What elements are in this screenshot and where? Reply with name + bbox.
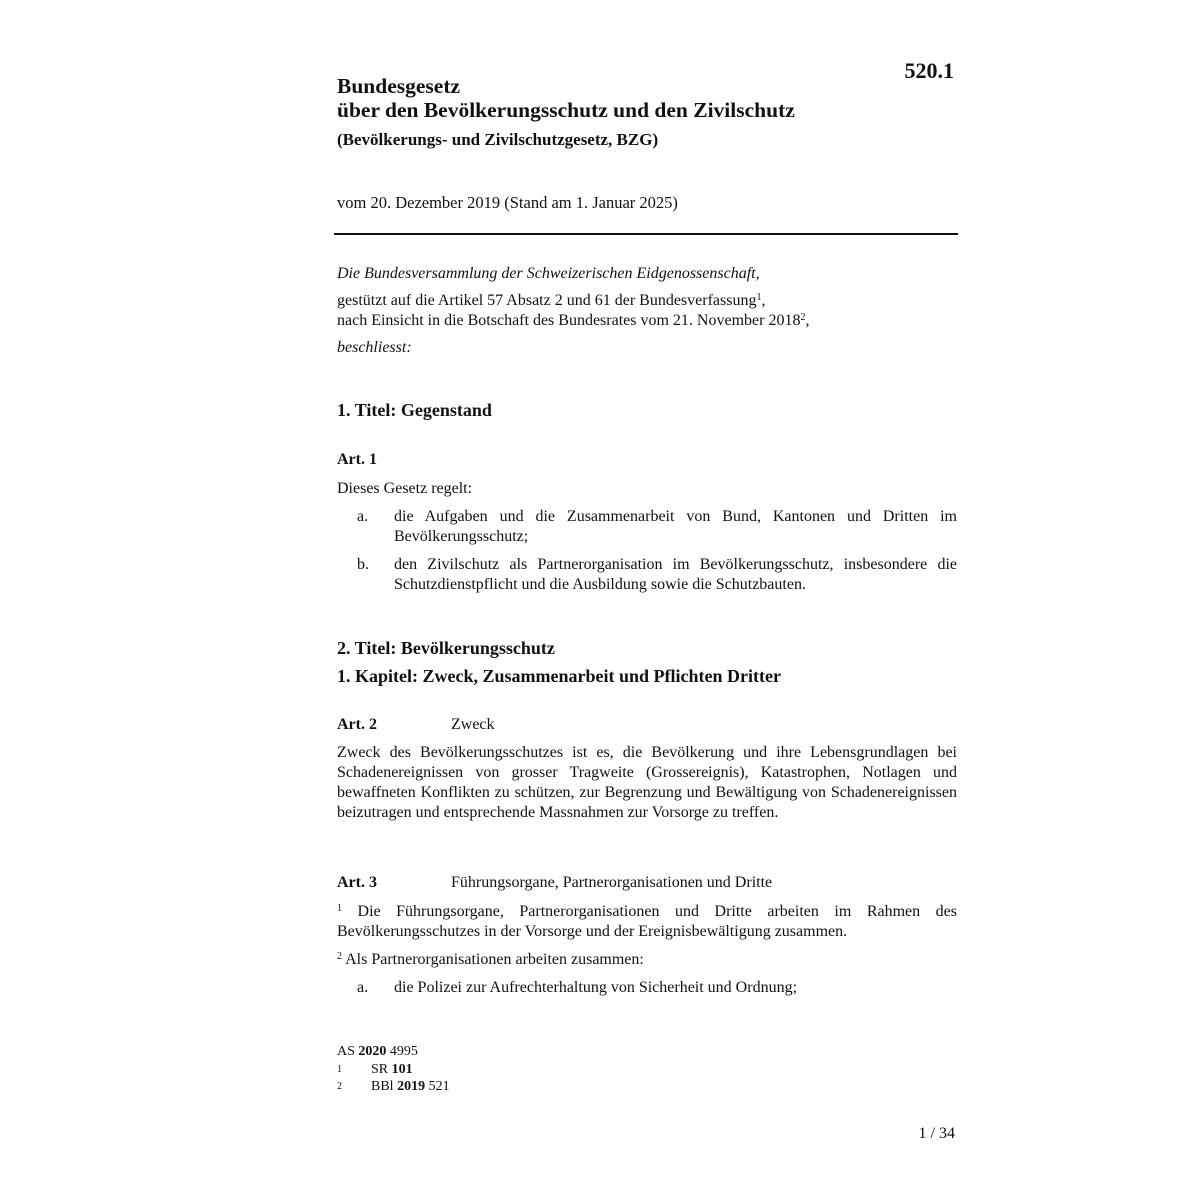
title-2-heading: 2. Titel: Bevölkerungsschutz [337, 638, 555, 658]
footnote-number: 2 [337, 1081, 342, 1092]
footnote-ref-1[interactable]: 1 [756, 292, 762, 303]
art-2-text: Zweck des Bevölkerungsschutzes ist es, die Bevölkerung und ihre Lebensgrundlagen bei Schadenereignissen von grosser Tragweite (Grossereignis), Katastrophen, Notlagen und bewaffneten Konflikten zu schützen, zur Begrenzung und Bewältigung von Schadenereignissen beizutragen und entsprechende Massnahmen zur Vorsorge zu treffen. [337, 744, 957, 821]
art-1-label: Art. 1 [337, 451, 377, 468]
footnote-1: 1 SR 101 [337, 1062, 413, 1077]
preamble-line-1: Die Bundesversammlung der Schweizerischen Eidgenossenschaft, [337, 265, 760, 282]
art-3-title: Führungsorgane, Partnerorganisationen und Dritte [451, 874, 773, 891]
law-number: 520.1 [904, 58, 954, 83]
art-3-label: Art. 3 [337, 874, 377, 891]
art-3-paragraph-1: $^1$ Die Führungsorgane, Partnerorganisationen und Dritte arbeiten im Rahmen des Bevölkerungsschutzes in der Vorsorge und der Ereignisbewältigung zusammen. [337, 903, 958, 940]
preamble-line-2: gestützt auf die Artikel 57 Absatz 2 und 61 der Bundesverfassung$^1$, [337, 292, 766, 309]
page-number: 1 / 34 [918, 1125, 955, 1142]
footnote-ref-2[interactable]: 2 [800, 312, 806, 323]
list-item [337, 978, 957, 998]
art-2-label: Art. 2 [337, 716, 377, 733]
preamble-line-4: beschliesst: [337, 339, 412, 356]
preamble-line-3: nach Einsicht in die Botschaft des Bundesrates vom 21. November 2018$^2$, [337, 312, 810, 329]
title-1-heading: 1. Titel: Gegenstand [337, 400, 492, 420]
list-item-text: die Polizei zur Aufrechterhaltung von Sicherheit und Ordnung; [394, 979, 798, 996]
list-item-text: den Zivilschutz als Partnerorganisation im Bevölkerungsschutz, insbesondere die Schutzdienstpflicht und die Ausbildung sowie die Schutzbauten. [394, 556, 957, 593]
list-item-text: die Aufgaben und die Zusammenarbeit von Bund, Kantonen und Dritten im Bevölkerungsschutz; [394, 508, 957, 545]
footnote-2: 2 BBl 2019 521 [337, 1079, 450, 1094]
list-item [337, 555, 957, 595]
list-item-label: a. [357, 979, 369, 996]
date-line: vom 20. Dezember 2019 (Stand am 1. Januar 2025) [337, 193, 678, 212]
art-3-paragraph-2: $^2$ Als Partnerorganisationen arbeiten zusammen: [337, 951, 644, 968]
footnote-as: AS 2020 4995 [337, 1044, 418, 1059]
list-item-label: a. [357, 508, 369, 525]
paragraph-number: 2 [337, 951, 342, 962]
paragraph-number: 1 [337, 903, 342, 914]
title-line-2: über den Bevölkerungsschutz und den Zivilschutz [337, 98, 795, 122]
title-line-1: Bundesgesetz [337, 74, 461, 98]
list-item-label: b. [357, 556, 369, 573]
short-title: (Bevölkerungs- und Zivilschutzgesetz, BZG) [337, 130, 659, 149]
art-2-title: Zweck [451, 716, 495, 733]
chapter-1-heading: 1. Kapitel: Zweck, Zusammenarbeit und Pflichten Dritter [337, 666, 781, 686]
footnote-number: 1 [337, 1064, 342, 1075]
list-item [337, 507, 957, 547]
header-rule [334, 233, 958, 235]
art-1-intro: Dieses Gesetz regelt: [337, 480, 473, 497]
